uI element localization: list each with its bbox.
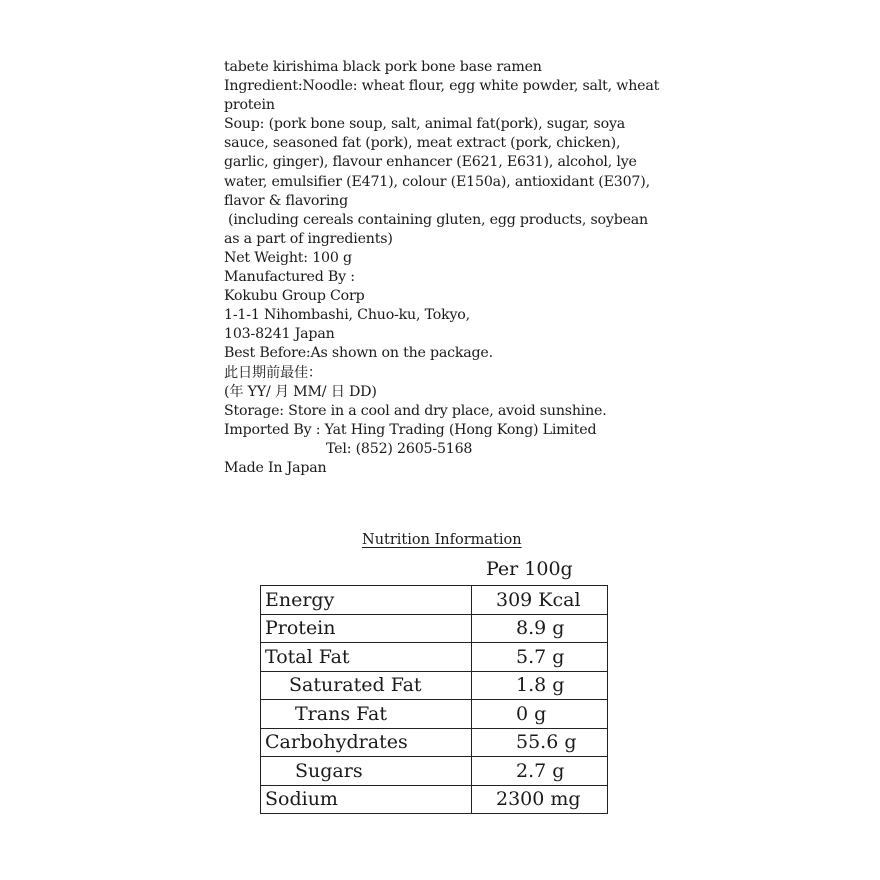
nutrient-value: 1.8 g — [472, 671, 608, 700]
nutrient-value: 55.6 g — [472, 728, 608, 757]
per-100g-header: Per 100g — [486, 558, 573, 580]
nutrient-value: 5.7 g — [472, 643, 608, 672]
nutrient-name: Protein — [261, 614, 472, 643]
manufacturer-address: 1-1-1 Nihombashi, Chuo-ku, Tokyo, — [224, 307, 470, 324]
nutrient-name: Sodium — [261, 785, 472, 814]
table-row — [261, 643, 608, 672]
nutrition-title: Nutrition Information — [362, 532, 522, 548]
nutrient-value: 309 Kcal — [472, 586, 608, 615]
importer: Imported By : Yat Hing Trading (Hong Kong) Limited — [224, 421, 597, 438]
ingredients-block — [224, 58, 674, 478]
nutrient-name: Saturated Fat — [261, 671, 472, 700]
date-format: (年 YY/ 月 MM/ 日 DD) — [224, 383, 377, 400]
net-weight: Net Weight: 100 g — [224, 249, 352, 266]
nutrient-value: 0 g — [472, 700, 608, 729]
table-row — [261, 671, 608, 700]
storage-instructions: Storage: Store in a cool and dry place, avoid sunshine. — [224, 402, 607, 419]
manufacturer-label: Manufactured By : — [224, 269, 355, 286]
product-name: tabete kirishima black pork bone base ramen — [224, 59, 542, 75]
best-before-chinese: 此日期前最佳： — [224, 364, 322, 381]
nutrition-table — [260, 585, 608, 814]
nutrient-name: Trans Fat — [261, 700, 472, 729]
nutrient-name: Carbohydrates — [261, 728, 472, 757]
nutrient-name: Total Fat — [261, 643, 472, 672]
origin: Made In Japan — [224, 459, 327, 476]
table-row — [261, 757, 608, 786]
table-row — [261, 700, 608, 729]
ingredient-line: Ingredient:Noodle: wheat flour, egg white powder, salt, wheat — [224, 78, 660, 95]
ingredient-line: sauce, seasoned fat (pork), meat extract (pork, chicken), — [224, 135, 621, 152]
table-row — [261, 785, 608, 814]
ingredient-line: garlic, ginger), flavour enhancer (E621, E631), alcohol, lye — [224, 154, 637, 171]
allergen-line: as a part of ingredients) — [224, 230, 393, 247]
ingredient-line: Soup: (pork bone soup, salt, animal fat(pork), sugar, soya — [224, 116, 626, 133]
nutrient-value: 8.9 g — [472, 614, 608, 643]
table-row — [261, 614, 608, 643]
table-row — [261, 728, 608, 757]
nutrient-value: 2.7 g — [472, 757, 608, 786]
importer-tel: Tel: (852) 2605-5168 — [326, 440, 473, 457]
manufacturer-address: 103-8241 Japan — [224, 326, 335, 343]
table-row — [261, 586, 608, 615]
manufacturer-name: Kokubu Group Corp — [224, 288, 365, 305]
nutrient-name: Energy — [261, 586, 472, 615]
ingredient-line: water, emulsifier (E471), colour (E150a), antioxidant (E307), — [224, 173, 650, 190]
allergen-line: (including cereals containing gluten, egg products, soybean — [228, 211, 648, 228]
best-before: Best Before:As shown on the package. — [224, 345, 493, 362]
ingredient-line: flavor & flavoring — [224, 192, 348, 209]
nutrient-name: Sugars — [261, 757, 472, 786]
ingredient-line: protein — [224, 97, 275, 114]
nutrient-value: 2300 mg — [472, 785, 608, 814]
